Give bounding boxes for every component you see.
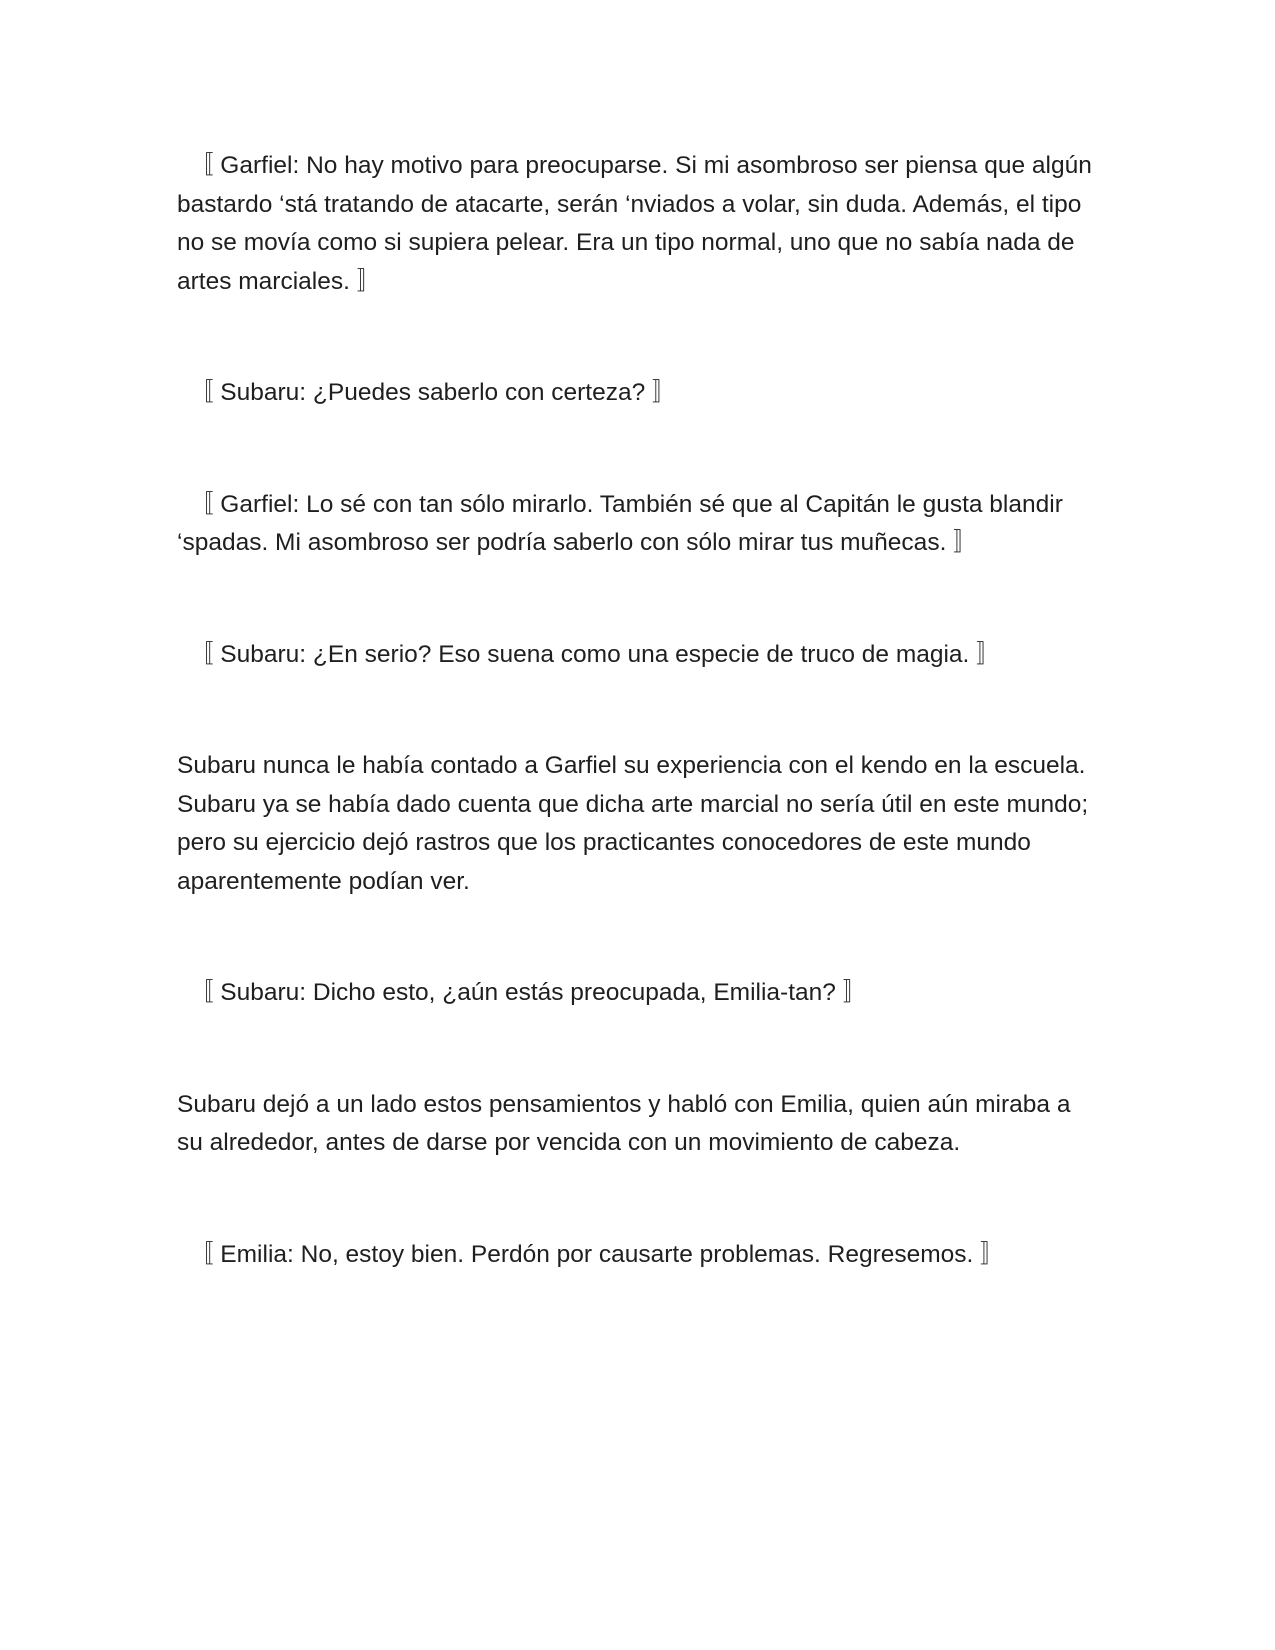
- narration-paragraph: Subaru nunca le había contado a Garfiel su experiencia con el kendo en la escuela. Subaru ya se había dado cuenta que dicha arte marcial no sería útil en este mundo; pero su ejercicio dejó rastros que los practicantes conocedores de este mundo aparentemente podían ver.: [177, 752, 1089, 895]
- dialogue-paragraph: 〚 Emilia: No, estoy bien. Perdón por causarte problemas. Regresemos. 〛: [189, 1240, 1005, 1268]
- dialogue-paragraph: 〚 Subaru: ¿En serio? Eso suena como una especie de truco de magia. 〛: [189, 640, 1001, 668]
- dialogue-paragraph: 〚 Subaru: ¿Puedes saberlo con certeza? 〛: [189, 379, 677, 406]
- document-body: [177, 147, 1097, 1274]
- dialogue-paragraph: 〚 Garfiel: Lo sé con tan sólo mirarlo. También sé que al Capitán le gusta blandir ‘spadas. Mi asombroso ser podría saberlo con sólo mirar tus muñecas. 〛: [177, 490, 1063, 556]
- narration-paragraph: Subaru dejó a un lado estos pensamientos y habló con Emilia, quien aún miraba a su alrededor, antes de darse por vencida con un movimiento de cabeza.: [177, 1090, 1071, 1156]
- dialogue-paragraph: 〚 Garfiel: No hay motivo para preocuparse. Si mi asombroso ser piensa que algún bastardo ‘stá tratando de atacarte, serán ‘nviados a volar, sin duda. Además, el tipo no se movía como si supiera pelear. Era un tipo normal, uno que no sabía nada de artes marciales. 〛: [177, 152, 1092, 295]
- dialogue-paragraph: 〚 Subaru: Dicho esto, ¿aún estás preocupada, Emilia-tan? 〛: [189, 979, 868, 1006]
